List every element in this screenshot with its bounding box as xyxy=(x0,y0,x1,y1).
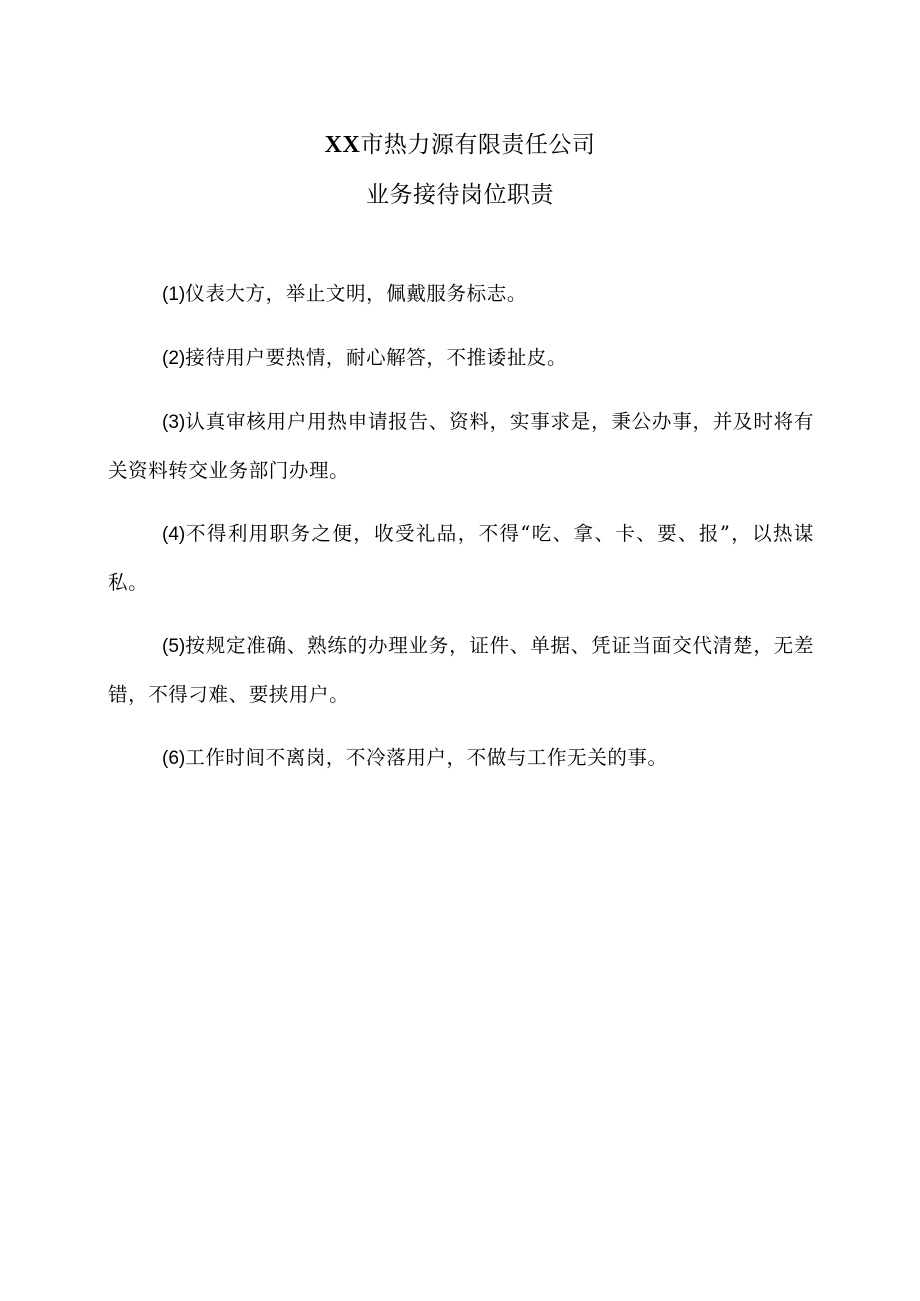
paragraph-text: 不得利用职务之便，收受礼品，不得“吃、拿、卡、要、报”，以热谋私。 xyxy=(108,522,814,594)
paragraph-text: 认真审核用户用热申请报告、资料，实事求是，秉公办事，并及时将有关资料转交业务部门办理。 xyxy=(108,410,814,482)
paragraph-number: (4) xyxy=(162,524,186,545)
company-prefix: XX xyxy=(324,132,361,158)
paragraph-4 xyxy=(108,510,814,607)
paragraph-1 xyxy=(108,270,814,319)
paragraph-text: 按规定准确、熟练的办理业务，证件、单据、凭证当面交代清楚，无差错，不得刁难、要挟用户。 xyxy=(108,634,814,706)
paragraph-number: (2) xyxy=(162,348,186,369)
paragraph-text: 接待用户要热情，耐心解答，不推诿扯皮。 xyxy=(185,346,568,369)
paragraph-number: (3) xyxy=(162,412,186,433)
paragraph-6 xyxy=(108,734,814,783)
document-body xyxy=(108,270,814,798)
paragraph-text: 工作时间不离岗，不冷落用户，不做与工作无关的事。 xyxy=(185,746,668,769)
paragraph-3 xyxy=(108,398,814,495)
paragraph-number: (1) xyxy=(162,284,186,305)
company-title xyxy=(0,126,920,164)
paragraph-number: (6) xyxy=(162,748,186,769)
paragraph-text: 仪表大方，举止文明，佩戴服务标志。 xyxy=(185,282,527,305)
paragraph-number: (5) xyxy=(162,636,186,657)
title-block xyxy=(0,126,920,214)
document-title: 业务接待岗位职责 xyxy=(366,182,554,208)
paragraph-2 xyxy=(108,334,814,383)
paragraph-5 xyxy=(108,622,814,719)
company-name: 市热力源有限责任公司 xyxy=(360,132,596,158)
